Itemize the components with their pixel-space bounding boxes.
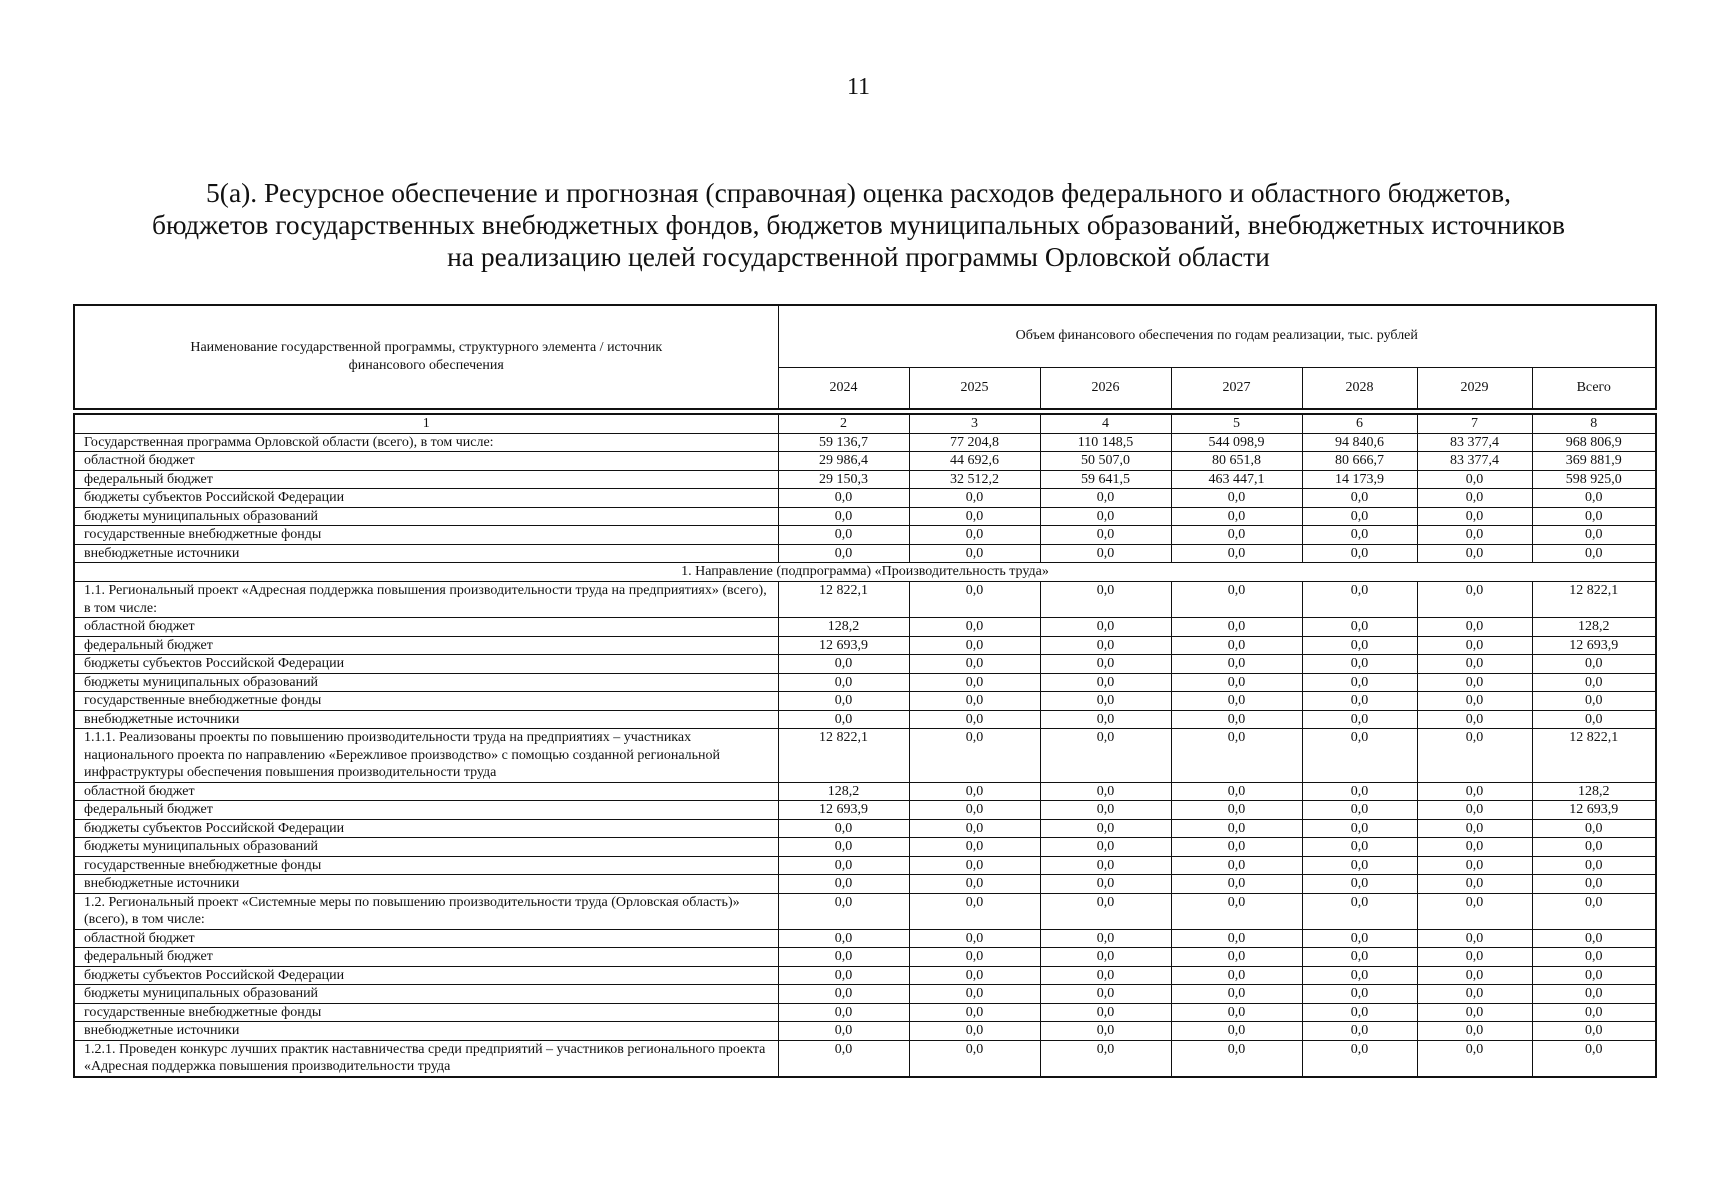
row-year-value: 12 822,1 — [778, 582, 909, 618]
row-year-value: 0,0 — [1417, 1022, 1532, 1041]
table-row — [74, 526, 1656, 545]
row-year-value: 0,0 — [1417, 526, 1532, 545]
row-year-value: 0,0 — [909, 966, 1040, 985]
table-row — [74, 433, 1656, 452]
row-year-value: 0,0 — [1302, 673, 1417, 692]
row-name: областной бюджет — [74, 782, 778, 801]
row-year-value: 0,0 — [909, 985, 1040, 1004]
column-number: 4 — [1040, 414, 1171, 433]
row-year-value: 0,0 — [909, 782, 1040, 801]
row-year-value: 0,0 — [1040, 673, 1171, 692]
row-year-value: 0,0 — [1417, 729, 1532, 783]
row-year-value: 12 693,9 — [778, 636, 909, 655]
row-total-value: 0,0 — [1532, 710, 1656, 729]
row-year-value: 0,0 — [1040, 966, 1171, 985]
row-name: государственные внебюджетные фонды — [74, 526, 778, 545]
row-year-value: 0,0 — [778, 819, 909, 838]
row-year-value: 0,0 — [1040, 875, 1171, 894]
row-year-value: 0,0 — [1171, 582, 1302, 618]
row-name: внебюджетные источники — [74, 1022, 778, 1041]
header-volume-column: Объем финансового обеспечения по годам реализации, тыс. рублей — [778, 305, 1656, 367]
section-row — [74, 563, 1656, 582]
table-row — [74, 801, 1656, 820]
row-year-value: 0,0 — [1171, 801, 1302, 820]
row-name: бюджеты субъектов Российской Федерации — [74, 966, 778, 985]
row-total-value: 0,0 — [1532, 489, 1656, 508]
row-year-value: 0,0 — [1302, 801, 1417, 820]
table-row — [74, 1040, 1656, 1077]
row-year-value: 0,0 — [1302, 544, 1417, 563]
row-year-value: 0,0 — [1040, 582, 1171, 618]
row-year-value: 0,0 — [1040, 1040, 1171, 1077]
row-year-value: 0,0 — [1417, 470, 1532, 489]
row-year-value: 0,0 — [778, 948, 909, 967]
row-year-value: 0,0 — [778, 692, 909, 711]
row-name: федеральный бюджет — [74, 801, 778, 820]
row-year-value: 0,0 — [909, 582, 1040, 618]
row-year-value: 0,0 — [1171, 782, 1302, 801]
row-year-value: 59 641,5 — [1040, 470, 1171, 489]
row-year-value: 0,0 — [1417, 838, 1532, 857]
row-year-value: 0,0 — [1040, 985, 1171, 1004]
title-line-3: на реализацию целей государственной программы Орловской области — [447, 241, 1270, 272]
row-year-value: 0,0 — [1040, 929, 1171, 948]
row-year-value: 0,0 — [1302, 582, 1417, 618]
row-year-value: 0,0 — [778, 875, 909, 894]
row-year-value: 0,0 — [1417, 582, 1532, 618]
row-total-value: 0,0 — [1532, 526, 1656, 545]
row-total-value: 0,0 — [1532, 966, 1656, 985]
table-header — [73, 304, 1657, 410]
row-name: федеральный бюджет — [74, 470, 778, 489]
row-year-value: 0,0 — [1171, 655, 1302, 674]
row-year-value: 0,0 — [1040, 507, 1171, 526]
table-row — [74, 710, 1656, 729]
row-year-value: 0,0 — [1171, 673, 1302, 692]
row-year-value: 29 150,3 — [778, 470, 909, 489]
row-year-value: 0,0 — [1417, 782, 1532, 801]
row-year-value: 0,0 — [909, 875, 1040, 894]
row-year-value: 0,0 — [909, 692, 1040, 711]
row-year-value: 0,0 — [1302, 1040, 1417, 1077]
table-row — [74, 692, 1656, 711]
row-year-value: 0,0 — [1417, 948, 1532, 967]
row-year-value: 0,0 — [1417, 1003, 1532, 1022]
row-year-value: 0,0 — [778, 929, 909, 948]
row-year-value: 0,0 — [909, 673, 1040, 692]
row-year-value: 0,0 — [1040, 618, 1171, 637]
row-year-value: 0,0 — [1171, 618, 1302, 637]
table-row — [74, 489, 1656, 508]
row-year-value: 0,0 — [1302, 838, 1417, 857]
column-number: 2 — [778, 414, 909, 433]
table-row — [74, 729, 1656, 783]
row-total-value: 0,0 — [1532, 875, 1656, 894]
row-year-value: 0,0 — [909, 929, 1040, 948]
row-year-value: 0,0 — [1040, 1022, 1171, 1041]
row-year-value: 0,0 — [1171, 1003, 1302, 1022]
row-year-value: 0,0 — [909, 819, 1040, 838]
row-total-value: 0,0 — [1532, 1003, 1656, 1022]
row-year-value: 83 377,4 — [1417, 433, 1532, 452]
row-year-value: 0,0 — [1417, 489, 1532, 508]
row-year-value: 0,0 — [1171, 489, 1302, 508]
table-row — [74, 856, 1656, 875]
row-total-value: 0,0 — [1532, 856, 1656, 875]
row-year-value: 80 651,8 — [1171, 452, 1302, 471]
row-year-value: 0,0 — [909, 948, 1040, 967]
row-year-value: 0,0 — [1417, 544, 1532, 563]
row-year-value: 0,0 — [1302, 985, 1417, 1004]
row-year-value: 0,0 — [778, 507, 909, 526]
row-year-value: 0,0 — [909, 1003, 1040, 1022]
table-row — [74, 782, 1656, 801]
row-year-value: 0,0 — [1171, 507, 1302, 526]
row-year-value: 12 693,9 — [778, 801, 909, 820]
row-year-value: 463 447,1 — [1171, 470, 1302, 489]
section-title: 1. Направление (подпрограмма) «Производительность труда» — [74, 563, 1656, 582]
row-year-value: 0,0 — [778, 526, 909, 545]
header-year-2027: 2027 — [1171, 367, 1302, 409]
row-total-value: 12 822,1 — [1532, 582, 1656, 618]
row-year-value: 0,0 — [1171, 636, 1302, 655]
row-name: государственные внебюджетные фонды — [74, 856, 778, 875]
column-number: 7 — [1417, 414, 1532, 433]
row-name: федеральный бюджет — [74, 948, 778, 967]
row-year-value: 0,0 — [778, 544, 909, 563]
row-year-value: 0,0 — [1417, 893, 1532, 929]
row-year-value: 0,0 — [1171, 1022, 1302, 1041]
row-year-value: 0,0 — [909, 618, 1040, 637]
row-year-value: 0,0 — [1040, 544, 1171, 563]
title-line-2: бюджетов государственных внебюджетных фондов, бюджетов муниципальных образований, внебюджетных источников — [151, 209, 1566, 240]
row-year-value: 0,0 — [909, 489, 1040, 508]
table-row — [74, 838, 1656, 857]
row-year-value: 0,0 — [1302, 729, 1417, 783]
table-row — [74, 875, 1656, 894]
table-row — [74, 544, 1656, 563]
row-total-value: 0,0 — [1532, 929, 1656, 948]
row-year-value: 0,0 — [1171, 1040, 1302, 1077]
row-total-value: 0,0 — [1532, 673, 1656, 692]
row-name: областной бюджет — [74, 929, 778, 948]
row-year-value: 0,0 — [1040, 729, 1171, 783]
row-year-value: 0,0 — [1171, 544, 1302, 563]
row-year-value: 0,0 — [1417, 966, 1532, 985]
row-year-value: 0,0 — [1171, 985, 1302, 1004]
row-year-value: 0,0 — [909, 893, 1040, 929]
row-year-value: 0,0 — [1040, 526, 1171, 545]
column-number: 5 — [1171, 414, 1302, 433]
row-year-value: 0,0 — [1171, 893, 1302, 929]
row-year-value: 0,0 — [909, 838, 1040, 857]
row-total-value: 0,0 — [1532, 655, 1656, 674]
row-year-value: 0,0 — [778, 655, 909, 674]
row-year-value: 80 666,7 — [1302, 452, 1417, 471]
row-name: 1.2. Региональный проект «Системные меры по повышению производительности труда (Орловская область)» (всего), в том числе: — [74, 893, 778, 929]
column-number: 1 — [74, 414, 778, 433]
row-year-value: 0,0 — [1302, 929, 1417, 948]
row-year-value: 12 822,1 — [778, 729, 909, 783]
row-name: 1.1. Региональный проект «Адресная поддержка повышения производительности труда на предприятиях» (всего), в том числе: — [74, 582, 778, 618]
row-year-value: 0,0 — [1417, 507, 1532, 526]
row-year-value: 0,0 — [1417, 875, 1532, 894]
row-year-value: 0,0 — [1417, 692, 1532, 711]
row-year-value: 0,0 — [1302, 856, 1417, 875]
row-year-value: 0,0 — [909, 544, 1040, 563]
row-year-value: 0,0 — [1417, 710, 1532, 729]
row-total-value: 12 693,9 — [1532, 801, 1656, 820]
row-year-value: 0,0 — [1171, 710, 1302, 729]
row-year-value: 0,0 — [1417, 1040, 1532, 1077]
row-year-value: 0,0 — [778, 1040, 909, 1077]
header-year-2029: 2029 — [1417, 367, 1532, 409]
row-name: Государственная программа Орловской области (всего), в том числе: — [74, 433, 778, 452]
table-row — [74, 470, 1656, 489]
row-year-value: 0,0 — [1302, 819, 1417, 838]
row-total-value: 0,0 — [1532, 985, 1656, 1004]
table-row — [74, 1003, 1656, 1022]
column-number-row — [74, 414, 1656, 433]
table-row — [74, 582, 1656, 618]
row-year-value: 59 136,7 — [778, 433, 909, 452]
row-total-value: 0,0 — [1532, 838, 1656, 857]
row-year-value: 77 204,8 — [909, 433, 1040, 452]
row-year-value: 0,0 — [1417, 636, 1532, 655]
row-year-value: 0,0 — [778, 489, 909, 508]
row-name: бюджеты муниципальных образований — [74, 673, 778, 692]
table-row — [74, 819, 1656, 838]
row-total-value: 369 881,9 — [1532, 452, 1656, 471]
row-year-value: 0,0 — [1302, 893, 1417, 929]
row-year-value: 0,0 — [1171, 929, 1302, 948]
row-total-value: 0,0 — [1532, 544, 1656, 563]
row-year-value: 83 377,4 — [1417, 452, 1532, 471]
row-year-value: 0,0 — [1302, 618, 1417, 637]
row-year-value: 0,0 — [1417, 856, 1532, 875]
row-name: внебюджетные источники — [74, 875, 778, 894]
row-name: государственные внебюджетные фонды — [74, 1003, 778, 1022]
row-total-value: 598 925,0 — [1532, 470, 1656, 489]
row-year-value: 0,0 — [1302, 1003, 1417, 1022]
column-number: 6 — [1302, 414, 1417, 433]
row-year-value: 0,0 — [909, 526, 1040, 545]
table-row — [74, 985, 1656, 1004]
row-year-value: 0,0 — [1040, 948, 1171, 967]
header-year-2024: 2024 — [778, 367, 909, 409]
row-year-value: 0,0 — [1302, 966, 1417, 985]
row-year-value: 0,0 — [1417, 673, 1532, 692]
row-year-value: 0,0 — [1302, 875, 1417, 894]
table-row — [74, 655, 1656, 674]
row-year-value: 0,0 — [909, 710, 1040, 729]
row-name: федеральный бюджет — [74, 636, 778, 655]
row-year-value: 0,0 — [1302, 948, 1417, 967]
table-row — [74, 618, 1656, 637]
row-year-value: 0,0 — [1417, 655, 1532, 674]
row-year-value: 0,0 — [1040, 1003, 1171, 1022]
row-name: бюджеты субъектов Российской Федерации — [74, 819, 778, 838]
budget-table-body — [74, 414, 1656, 1077]
row-year-value: 29 986,4 — [778, 452, 909, 471]
row-year-value: 0,0 — [1171, 856, 1302, 875]
row-year-value: 0,0 — [1040, 692, 1171, 711]
row-year-value: 544 098,9 — [1171, 433, 1302, 452]
row-year-value: 0,0 — [778, 710, 909, 729]
row-name: бюджеты субъектов Российской Федерации — [74, 655, 778, 674]
row-name: областной бюджет — [74, 618, 778, 637]
row-year-value: 0,0 — [778, 966, 909, 985]
table-row — [74, 673, 1656, 692]
row-year-value: 0,0 — [1040, 838, 1171, 857]
row-year-value: 44 692,6 — [909, 452, 1040, 471]
row-year-value: 50 507,0 — [1040, 452, 1171, 471]
row-year-value: 0,0 — [778, 856, 909, 875]
row-year-value: 0,0 — [1302, 692, 1417, 711]
header-total: Всего — [1532, 367, 1656, 409]
row-year-value: 32 512,2 — [909, 470, 1040, 489]
row-year-value: 0,0 — [1040, 856, 1171, 875]
table-row — [74, 1022, 1656, 1041]
row-year-value: 0,0 — [778, 838, 909, 857]
row-total-value: 0,0 — [1532, 1022, 1656, 1041]
row-year-value: 0,0 — [1040, 710, 1171, 729]
page-number: 11 — [846, 74, 871, 100]
header-year-2026: 2026 — [1040, 367, 1171, 409]
row-year-value: 0,0 — [778, 673, 909, 692]
row-year-value: 0,0 — [909, 655, 1040, 674]
row-year-value: 0,0 — [778, 1022, 909, 1041]
row-year-value: 0,0 — [1302, 489, 1417, 508]
table-row — [74, 893, 1656, 929]
row-total-value: 12 822,1 — [1532, 729, 1656, 783]
row-name: бюджеты субъектов Российской Федерации — [74, 489, 778, 508]
row-year-value: 0,0 — [1171, 819, 1302, 838]
row-year-value: 0,0 — [778, 985, 909, 1004]
row-name: внебюджетные источники — [74, 544, 778, 563]
row-year-value: 128,2 — [778, 782, 909, 801]
row-year-value: 0,0 — [1040, 801, 1171, 820]
row-total-value: 0,0 — [1532, 948, 1656, 967]
row-year-value: 0,0 — [1040, 489, 1171, 508]
row-year-value: 0,0 — [1040, 782, 1171, 801]
row-year-value: 0,0 — [909, 1040, 1040, 1077]
row-year-value: 0,0 — [909, 1022, 1040, 1041]
row-year-value: 0,0 — [909, 636, 1040, 655]
row-year-value: 0,0 — [909, 507, 1040, 526]
row-name: 1.2.1. Проведен конкурс лучших практик наставничества среди предприятий – участников регионального проекта «Адресная поддержка повышения производительности труда — [74, 1040, 778, 1077]
header-year-2028: 2028 — [1302, 367, 1417, 409]
table-row — [74, 507, 1656, 526]
row-total-value: 0,0 — [1532, 692, 1656, 711]
row-year-value: 0,0 — [1417, 801, 1532, 820]
row-year-value: 0,0 — [1302, 655, 1417, 674]
row-year-value: 0,0 — [1171, 729, 1302, 783]
row-year-value: 0,0 — [1417, 819, 1532, 838]
row-year-value: 0,0 — [1302, 507, 1417, 526]
row-year-value: 0,0 — [909, 729, 1040, 783]
row-year-value: 0,0 — [1171, 838, 1302, 857]
row-name: бюджеты муниципальных образований — [74, 507, 778, 526]
row-year-value: 0,0 — [778, 1003, 909, 1022]
row-year-value: 0,0 — [1302, 526, 1417, 545]
row-year-value: 0,0 — [1040, 655, 1171, 674]
table-row — [74, 966, 1656, 985]
row-total-value: 12 693,9 — [1532, 636, 1656, 655]
row-year-value: 128,2 — [778, 618, 909, 637]
row-year-value: 0,0 — [1171, 966, 1302, 985]
row-year-value: 0,0 — [1417, 618, 1532, 637]
row-year-value: 0,0 — [1171, 526, 1302, 545]
row-year-value: 0,0 — [1302, 636, 1417, 655]
row-year-value: 0,0 — [1040, 893, 1171, 929]
row-name: областной бюджет — [74, 452, 778, 471]
row-year-value: 0,0 — [1302, 1022, 1417, 1041]
row-year-value: 0,0 — [909, 856, 1040, 875]
row-year-value: 0,0 — [1302, 710, 1417, 729]
column-number: 8 — [1532, 414, 1656, 433]
row-year-value: 0,0 — [1417, 985, 1532, 1004]
row-name: государственные внебюджетные фонды — [74, 692, 778, 711]
row-year-value: 0,0 — [1171, 948, 1302, 967]
row-year-value: 94 840,6 — [1302, 433, 1417, 452]
row-year-value: 0,0 — [1417, 929, 1532, 948]
row-year-value: 0,0 — [1171, 692, 1302, 711]
row-year-value: 0,0 — [778, 893, 909, 929]
row-year-value: 0,0 — [1171, 875, 1302, 894]
document-title — [0, 177, 1717, 273]
row-total-value: 0,0 — [1532, 893, 1656, 929]
row-year-value: 14 173,9 — [1302, 470, 1417, 489]
row-total-value: 968 806,9 — [1532, 433, 1656, 452]
row-name: бюджеты муниципальных образований — [74, 838, 778, 857]
header-name-column: Наименование государственной программы, структурного элемента / источник финансового обеспечения — [74, 305, 778, 409]
budget-table — [73, 413, 1657, 1078]
row-name: бюджеты муниципальных образований — [74, 985, 778, 1004]
row-total-value: 0,0 — [1532, 1040, 1656, 1077]
row-year-value: 0,0 — [1040, 819, 1171, 838]
title-line-1: 5(а). Ресурсное обеспечение и прогнозная (справочная) оценка расходов федерального и областного бюджетов, — [206, 177, 1511, 208]
table-row — [74, 452, 1656, 471]
row-year-value: 110 148,5 — [1040, 433, 1171, 452]
row-year-value: 0,0 — [1040, 636, 1171, 655]
row-name: 1.1.1. Реализованы проекты по повышению производительности труда на предприятиях – участниках национального проекта по направлению «Бережливое производство» с помощью созданной региональной инфраструктуры обеспечения повышения производительности труда — [74, 729, 778, 783]
row-year-value: 0,0 — [1302, 782, 1417, 801]
row-year-value: 0,0 — [909, 801, 1040, 820]
table-row — [74, 929, 1656, 948]
row-total-value: 0,0 — [1532, 819, 1656, 838]
row-total-value: 128,2 — [1532, 782, 1656, 801]
row-total-value: 0,0 — [1532, 507, 1656, 526]
column-number: 3 — [909, 414, 1040, 433]
row-name: внебюджетные источники — [74, 710, 778, 729]
header-year-2025: 2025 — [909, 367, 1040, 409]
table-row — [74, 948, 1656, 967]
row-total-value: 128,2 — [1532, 618, 1656, 637]
table-row — [74, 636, 1656, 655]
